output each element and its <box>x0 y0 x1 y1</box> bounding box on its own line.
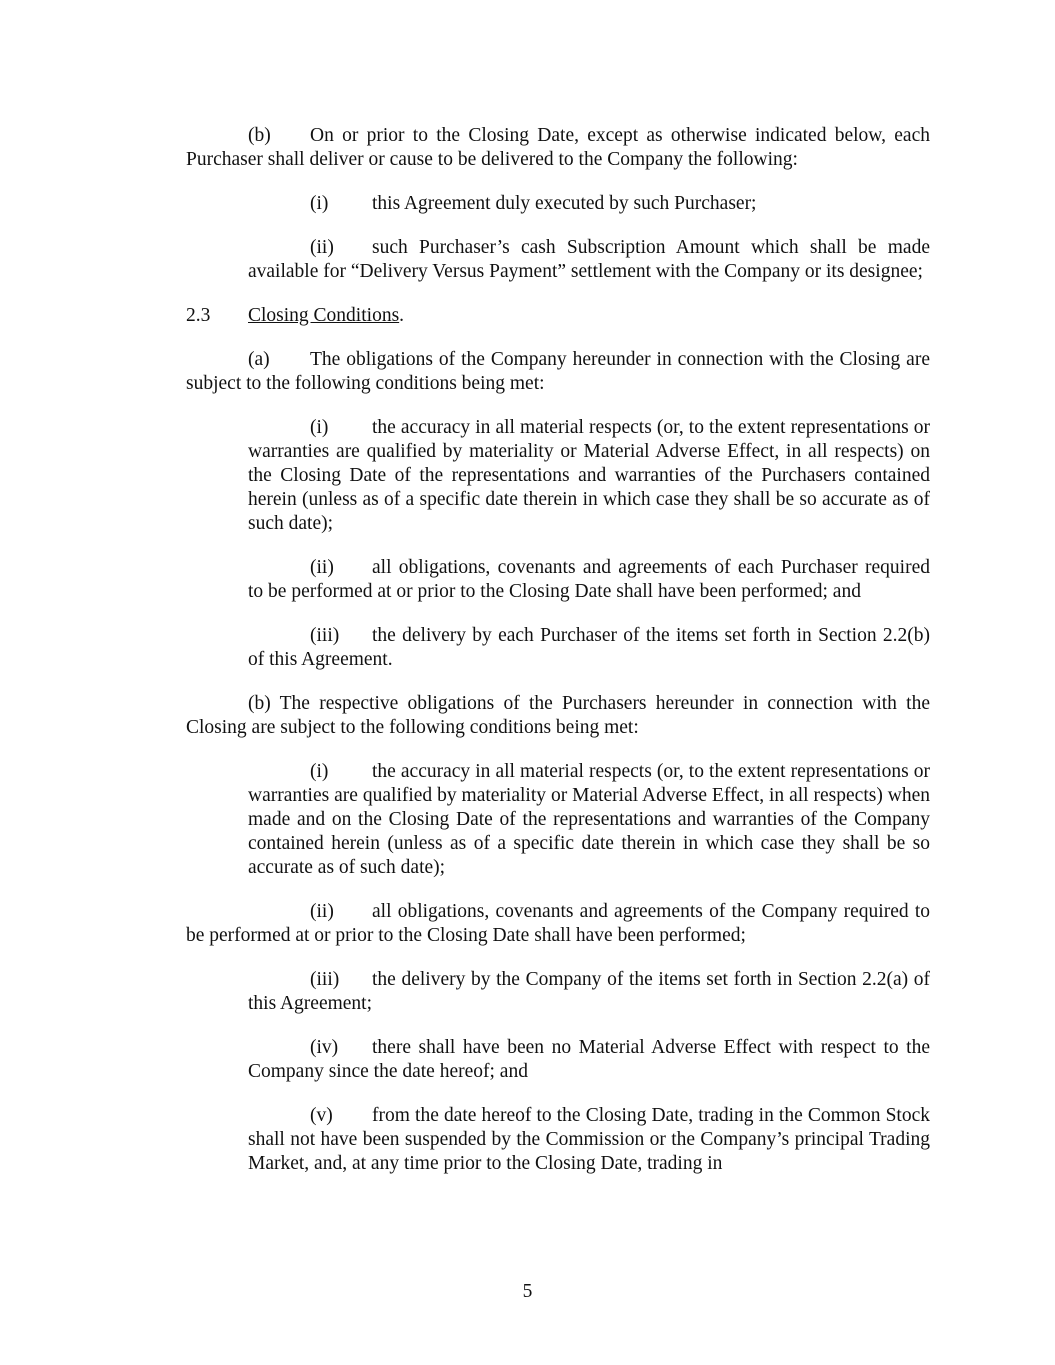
item-label: (ii) <box>310 557 334 578</box>
paragraph-label: (b) <box>248 125 271 146</box>
list-item-2-3-b-i <box>248 760 930 880</box>
item-text: all obligations, covenants and agreements of each Purchaser required to be performed at or prior to the Closing Date shall have been performed; and <box>248 557 930 602</box>
item-label: (iii) <box>310 625 340 646</box>
item-label: (iii) <box>310 969 340 990</box>
item-text: the accuracy in all material respects (or, to the extent representations or warranties are qualified by materiality or Material Adverse Effect, in all respects) on the Closing Date of the representations and warranties of the Purchasers contained herein (unless as of a specific date therein in which case they shall be so accurate as of such date); <box>248 417 930 534</box>
item-text: the delivery by each Purchaser of the items set forth in Section 2.2(b) of this Agreement. <box>248 625 930 670</box>
section-title: Closing Conditions <box>248 305 400 326</box>
paragraph-text: (b) The respective obligations of the Purchasers hereunder in connection with the Closing are subject to the following conditions being met: <box>186 693 930 738</box>
item-text: the accuracy in all material respects (or, to the extent representations or warranties are qualified by materiality or Material Adverse Effect, in all respects) when made and on the Closing Date of the representations and warranties of the Company contained herein (unless as of a specific date therein in which case they shall be so accurate as of such date); <box>248 761 930 878</box>
item-text: the delivery by the Company of the items set forth in Section 2.2(a) of this Agreement; <box>248 969 930 1014</box>
paragraph-2-2-b <box>186 124 930 172</box>
paragraph-2-3-a <box>186 348 930 396</box>
item-text: from the date hereof to the Closing Date, trading in the Common Stock shall not have been suspended by the Commission or the Company’s principal Trading Market, and, at any time prior to the Closing Date, trading in <box>248 1105 930 1174</box>
item-label: (ii) <box>310 237 334 258</box>
list-item-2-3-b-iv <box>248 1036 930 1084</box>
item-label: (i) <box>310 761 329 782</box>
section-number: 2.3 <box>186 305 211 326</box>
list-item-2-3-a-iii <box>248 624 930 672</box>
paragraph-text: On or prior to the Closing Date, except as otherwise indicated below, each Purchaser shall deliver or cause to be delivered to the Company the following: <box>186 125 930 170</box>
item-label: (i) <box>310 417 329 438</box>
item-text: such Purchaser’s cash Subscription Amount which shall be made available for “Delivery Versus Payment” settlement with the Company or its designee; <box>248 237 930 282</box>
list-item-2-3-a-ii <box>248 556 930 604</box>
section-title-suffix: . <box>399 305 405 326</box>
section-heading-2-3 <box>186 304 930 328</box>
item-label: (iv) <box>310 1037 339 1058</box>
item-text: there shall have been no Material Adverse Effect with respect to the Company since the date hereof; and <box>248 1037 930 1082</box>
list-item-2-3-b-ii <box>186 900 930 948</box>
paragraph-text: The obligations of the Company hereunder in connection with the Closing are subject to the following conditions being met: <box>186 349 930 394</box>
list-item-2-2-b-ii <box>248 236 930 284</box>
item-label: (ii) <box>310 901 334 922</box>
page-number: 5 <box>522 1281 533 1302</box>
paragraph-2-3-b <box>186 692 930 740</box>
item-label: (v) <box>310 1105 333 1126</box>
list-item-2-3-b-v <box>248 1104 930 1176</box>
list-item-2-2-b-i <box>248 192 930 216</box>
list-item-2-3-a-i <box>248 416 930 536</box>
paragraph-label: (a) <box>248 349 270 370</box>
list-item-2-3-b-iii <box>248 968 930 1016</box>
document-page <box>186 124 930 1176</box>
item-text: all obligations, covenants and agreements of the Company required to be performed at or prior to the Closing Date shall have been performed; <box>186 901 930 946</box>
item-label: (i) <box>310 193 329 214</box>
item-text: this Agreement duly executed by such Purchaser; <box>372 193 757 214</box>
